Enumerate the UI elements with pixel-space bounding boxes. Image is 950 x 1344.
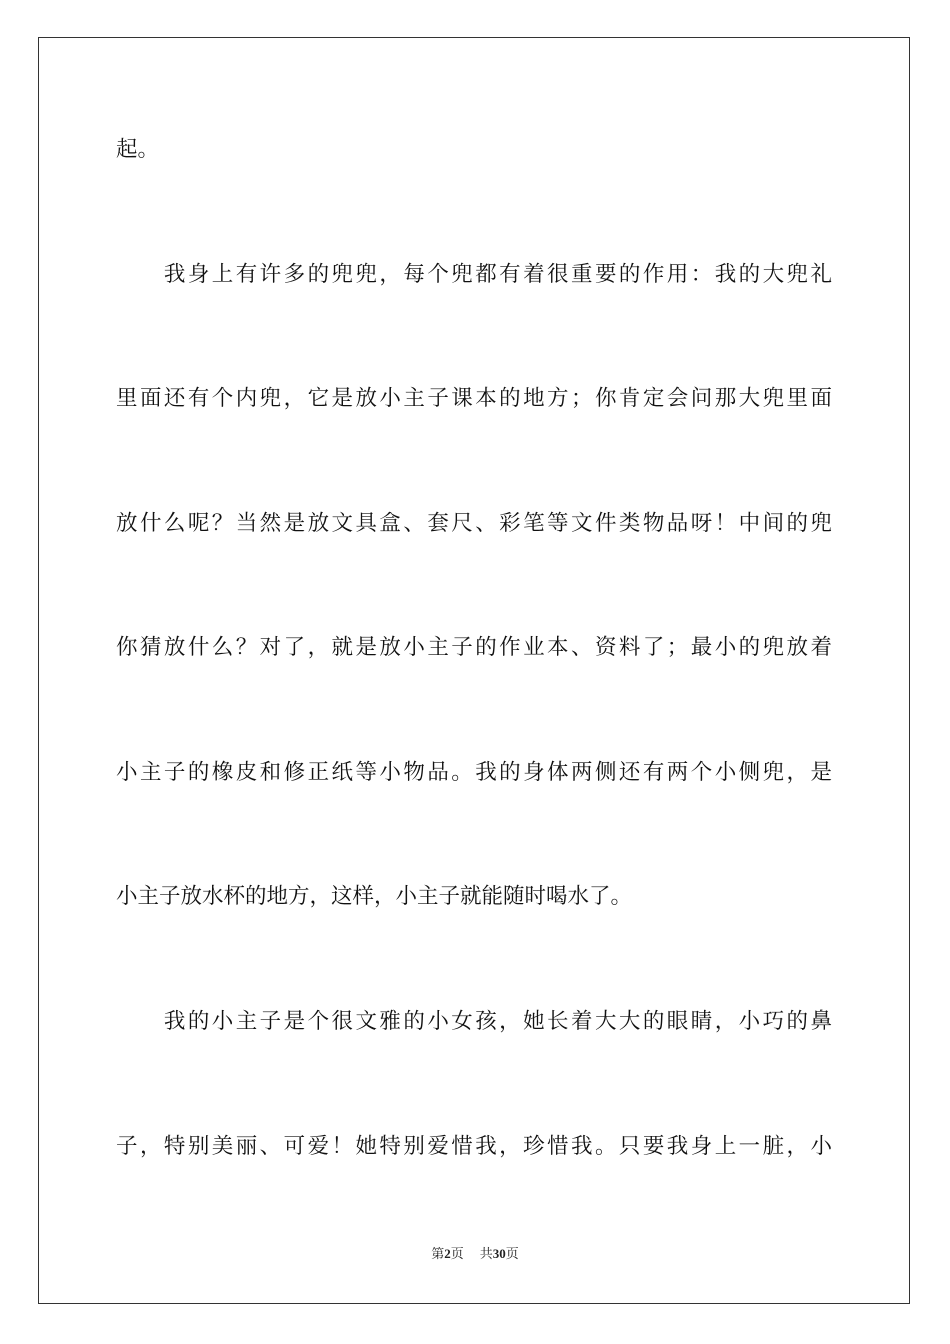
text-line-2: 我身上有许多的兜兜，每个兜都有着很重要的作用：我的大兜礼 [116,262,832,287]
total-pages: 30 [492,1246,506,1261]
page-prefix: 第 [431,1246,445,1261]
total-prefix: 共 [479,1246,493,1261]
text-line-9: 子，特别美丽、可爱！她特别爱惜我，珍惜我。只要我身上一脏，小 [116,1134,832,1159]
page-footer [0,1245,950,1263]
text-line-4: 放什么呢？当然是放文具盒、套尺、彩笔等文件类物品呀！中间的兜 [116,511,832,536]
page-suffix: 页 [450,1246,464,1261]
page-number: 2 [444,1246,451,1261]
text-line-6: 小主子的橡皮和修正纸等小物品。我的身体两侧还有两个小侧兜，是 [116,760,832,785]
text-line-3: 里面还有个内兜，它是放小主子课本的地方；你肯定会问那大兜里面 [116,386,832,411]
text-line-1: 起。 [116,137,160,162]
text-line-7: 小主子放水杯的地方，这样，小主子就能随时喝水了。 [116,884,633,909]
text-line-8: 我的小主子是个很文雅的小女孩，她长着大大的眼睛，小巧的鼻 [116,1009,832,1034]
page-border [38,37,910,1304]
text-line-5: 你猜放什么？对了，就是放小主子的作业本、资料了；最小的兜放着 [116,635,832,660]
total-suffix: 页 [505,1246,519,1261]
